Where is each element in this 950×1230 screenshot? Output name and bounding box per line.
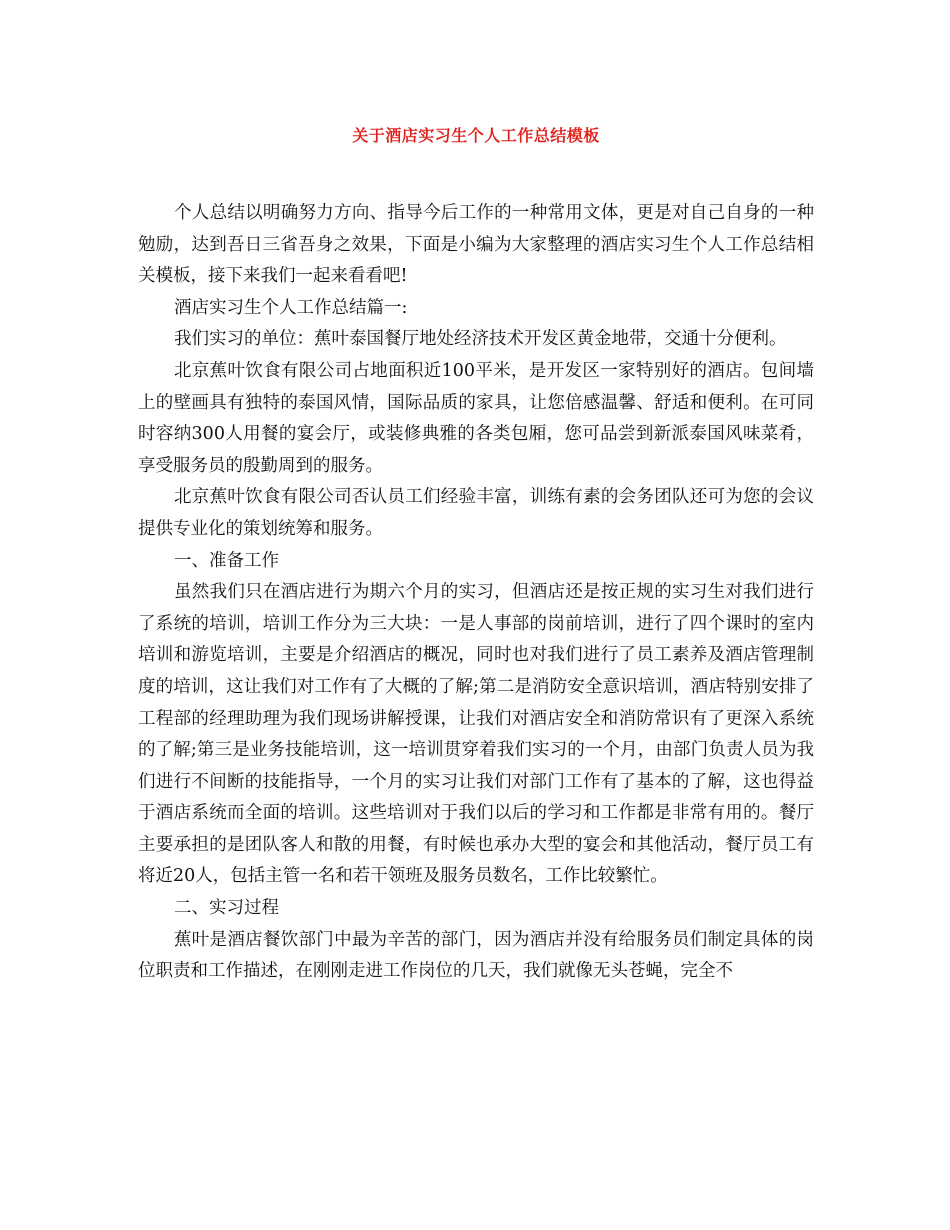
paragraph-section-heading: 酒店实习生个人工作总结篇一: [174,297,408,318]
paragraph-company-description: 北京蕉叶饮食有限公司占地面积近100平米，是开发区一家特别好的酒店。包间墙上的壁画具有独特的泰国风情，国际品质的家具，让您倍感温馨、舒适和便利。在可同时容纳300人用餐的宴会厅，或装修典雅的各类包厢，您可品尝到新派泰国风味菜肴，享受服务员的殷勤周到的服务。 [138,360,814,476]
paragraph-team-description: 北京蕉叶饮食有限公司否认员工们经验丰富，训练有素的会务团队还可为您的会议提供专业化的策划统筹和服务。 [138,487,814,539]
heading-preparation: 一、准备工作 [174,550,279,571]
paragraph-training: 虽然我们只在酒店进行为期六个月的实习，但酒店还是按正规的实习生对我们进行了系统的培训，培训工作分为三大块：一是人事部的岗前培训，进行了四个课时的室内培训和游览培训，主要是介绍酒店的概况，同时也对我们进行了员工素养及酒店管理制度的培训，这让我们对工作有了大概的了解;第二是消防安全意识培训，酒店特别安排了工程部的经理助理为我们现场讲解授课，让我们对酒店安全和消防常识有了更深入系统的了解;第三是业务技能培训，这一培训贯穿着我们实习的一个月，由部门负责人员为我们进行不间断的技能指导，一个月的实习让我们对部门工作有了基本的了解，这也得益于酒店系统而全面的培训。这些培训对于我们以后的学习和工作都是非常有用的。餐厅主要承担的是团队客人和散的用餐，有时候也承办大型的宴会和其他活动，餐厅员工有将近20人，包括主管一名和若干领班及服务员数名，工作比较繁忙。 [138,582,814,887]
document-page [138,120,814,988]
document-title: 关于酒店实习生个人工作总结模板 [352,126,600,145]
heading-internship-process: 二、实习过程 [174,898,279,919]
paragraph-department: 蕉叶是酒店餐饮部门中最为辛苦的部门，因为酒店并没有给服务员们制定具体的岗位职责和工作描述，在刚刚走进工作岗位的几天，我们就像无头苍蝇，完全不 [138,929,814,982]
paragraph-internship-unit: 我们实习的单位：蕉叶泰国餐厅地处经济技术开发区黄金地带，交通十分便利。 [174,329,787,350]
paragraph-intro: 个人总结以明确努力方向、指导今后工作的一种常用文体，更是对自己自身的一种勉励，达到吾日三省吾身之效果，下面是小编为大家整理的酒店实习生个人工作总结相关模板，接下来我们一起来看看吧! [138,203,814,287]
